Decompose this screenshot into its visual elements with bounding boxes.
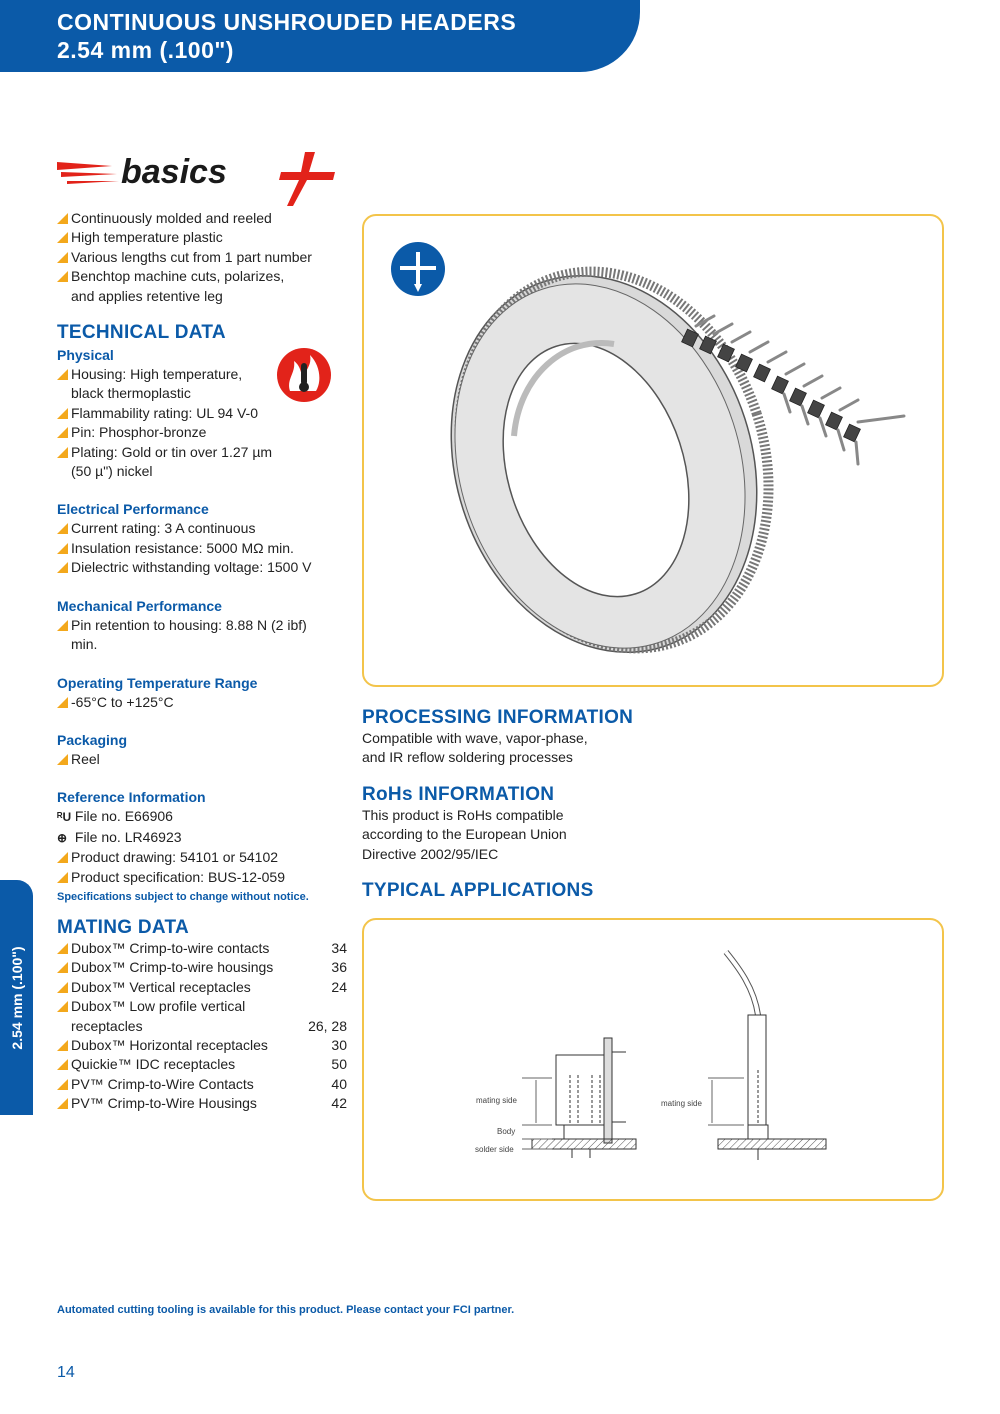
- packaging-heading: Packaging: [57, 731, 128, 748]
- mating-row: Dubox™ Crimp-to-wire housings 36: [57, 958, 347, 977]
- right-mount-drawing: [708, 952, 826, 1160]
- spec-item: Current rating: 3 A continuous: [57, 519, 347, 538]
- basics-logo: [57, 150, 337, 210]
- logo-text: basics: [121, 153, 227, 191]
- spec-item: Product specification: BUS-12-059: [57, 868, 347, 887]
- reel-ring: [404, 231, 816, 685]
- header-band: [0, 0, 640, 72]
- feature-item: Continuously molded and reeled: [57, 209, 347, 228]
- spec-item: Dielectric withstanding voltage: 1500 V: [57, 558, 347, 577]
- feature-item: High temperature plastic: [57, 228, 347, 247]
- physical-heading: Physical: [57, 347, 114, 364]
- body-label: Body: [497, 1127, 516, 1136]
- feature-list: [57, 209, 347, 306]
- right-column: [362, 707, 862, 918]
- mating-row: Dubox™ Low profile vertical: [57, 997, 347, 1016]
- applications-heading: TYPICAL APPLICATIONS: [362, 880, 594, 902]
- applications-diagram: [364, 920, 942, 1199]
- mating-row: PV™ Crimp-to-Wire Housings 42: [57, 1094, 347, 1113]
- applications-section: [362, 880, 862, 902]
- spec-item-cont: min.: [71, 636, 98, 653]
- through-hole-icon: [391, 242, 445, 296]
- mating-row: PV™ Crimp-to-Wire Contacts 40: [57, 1075, 347, 1094]
- csa-file-item: ⊕ File no. LR46923: [57, 828, 347, 848]
- header-title: CONTINUOUS UNSHROUDED HEADERS: [57, 9, 517, 35]
- technical-data-heading: TECHNICAL DATA: [57, 322, 226, 344]
- spec-item: Pin retention to housing: 8.88 N (2 ibf): [57, 616, 347, 635]
- electrical-heading: Electrical Performance: [57, 501, 209, 518]
- spec-item: Pin: Phosphor-bronze: [57, 423, 347, 442]
- side-tab-label: 2.54 mm (.100"): [8, 945, 25, 1050]
- feature-item: Various lengths cut from 1 part number: [57, 248, 347, 267]
- csa-mark-icon: ⊕: [57, 830, 68, 845]
- spec-note: Specifications subject to change without notice.: [57, 890, 309, 903]
- mating-row: Dubox™ Crimp-to-wire contacts 34: [57, 939, 347, 958]
- product-image-box: [362, 214, 944, 687]
- applications-box: [362, 918, 944, 1201]
- footer-note: Automated cutting tooling is available for this product. Please contact your FCI partner.: [57, 1304, 515, 1316]
- side-tab: [0, 880, 33, 1115]
- spec-item-cont: (50 µ") nickel: [71, 463, 153, 480]
- ul-mark-icon: ᴿU: [57, 810, 72, 825]
- mating-row: receptacles 26, 28: [71, 1017, 347, 1034]
- feature-item-cont: and applies retentive leg: [71, 287, 223, 304]
- processing-section: PROCESSING INFORMATION Compatible with wave, vapor-phase, and IR reflow soldering processes: [362, 707, 862, 768]
- mating-row: Quickie™ IDC receptacles 50: [57, 1055, 347, 1074]
- reference-heading: Reference Information: [57, 789, 206, 806]
- temperature-heading: Operating Temperature Range: [57, 674, 258, 691]
- left-mount-drawing: [522, 1038, 636, 1158]
- mating-table: [57, 939, 347, 1114]
- rohs-section: RoHs INFORMATION This product is RoHs compatible according to the European Union Directive 2002/95/IEC: [362, 784, 862, 864]
- spec-item: Reel: [57, 750, 347, 769]
- page-number: 14: [57, 1364, 75, 1381]
- spec-item-cont: black thermoplastic: [71, 385, 191, 402]
- mating-side-right-label: mating side: [661, 1099, 702, 1108]
- solder-side-label: solder side: [475, 1145, 514, 1154]
- header-subtitle: 2.54 mm (.100"): [57, 37, 234, 63]
- mating-row: Dubox™ Vertical receptacles 24: [57, 978, 347, 997]
- spec-item: Insulation resistance: 5000 MΩ min.: [57, 539, 347, 558]
- feature-item: Benchtop machine cuts, polarizes,: [57, 267, 347, 286]
- spec-item: Flammability rating: UL 94 V-0: [57, 404, 347, 423]
- high-temperature-icon: [276, 347, 332, 403]
- spec-item: Plating: Gold or tin over 1.27 µm: [57, 443, 347, 462]
- left-column: [57, 209, 347, 1114]
- processing-heading: PROCESSING INFORMATION: [362, 707, 634, 728]
- spec-item: Housing: High temperature,: [57, 365, 347, 384]
- reel-illustration: [364, 216, 942, 685]
- ul-file-item: ᴿU File no. E66906: [57, 807, 347, 827]
- mating-row: Dubox™ Horizontal receptacles 30: [57, 1036, 347, 1055]
- mechanical-heading: Mechanical Performance: [57, 597, 222, 614]
- rohs-heading: RoHs INFORMATION: [362, 783, 555, 805]
- mating-side-left-label: mating side: [476, 1096, 517, 1105]
- spec-item: Product drawing: 54101 or 54102: [57, 848, 347, 867]
- spec-item: -65°C to +125°C: [57, 693, 347, 712]
- mating-data-heading: MATING DATA: [57, 916, 190, 938]
